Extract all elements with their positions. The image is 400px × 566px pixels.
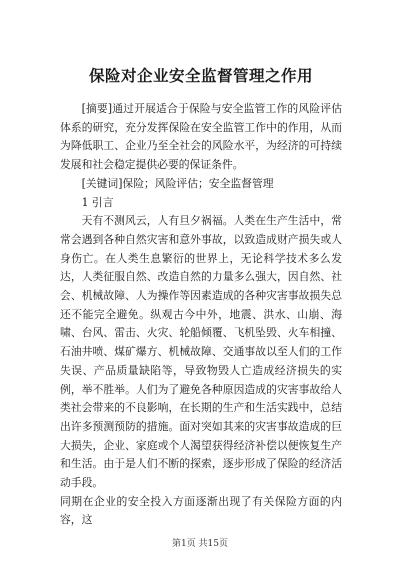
keywords-paragraph: [关键词]保险；风险评估；安全监督管理: [81, 176, 274, 190]
document-title: 保险对企业安全监督管理之作用: [88, 66, 313, 85]
continuation-paragraph: 同期在企业的安全投入方面逐渐出现了有关保险方面的内容，这: [60, 494, 342, 527]
abstract-paragraph: [摘要]通过开展适合于保险与安全监管工作的风险评估体系的研究，充分发挥保险在安全监管工作中的作用，从而为降低职工、企业乃至全社会的风险水平，为经济的可持续发展和社会稳定提供必要的保证条件。: [60, 102, 342, 172]
page-footer: 第1页 共15页: [171, 539, 229, 549]
intro-paragraph: 天有不测风云，人有旦夕祸福。人类在生产生活中，常常会遇到各种自然灾害和意外事故，以致造成财产损失或人身伤亡。在人类生息繁衍的世界上，无论科学技术多么发达，人类征服自然、改造自然的力量多么强大，因自然、社会、机械故障、人为操作等因素造成的各种灾害事故损失总还不能完全避免。纵观古今中外，地震、洪水、山崩、海啸、台风、雷击、火灾、轮船倾覆、飞机坠毁、火车相撞、石油井喷、煤矿爆方、机械故障、交通事故以至人们的工作失误、产品质量缺陷等，导致物毁人亡造成经济损失的实例，举不胜举。人们为了避免各种原因造成的灾害事故给人类社会带来的不良影响，在长期的生产和生活实践中，总结出许多预测预防的措施。面对突如其来的灾害事故造成的巨大损失，企业、家庭或个人渴望获得经济补偿以便恢复生产和生活。由于是人们不断的探索，逐步形成了保险的经济活动手段。: [60, 214, 342, 490]
section-heading: 1 引言: [81, 195, 114, 209]
